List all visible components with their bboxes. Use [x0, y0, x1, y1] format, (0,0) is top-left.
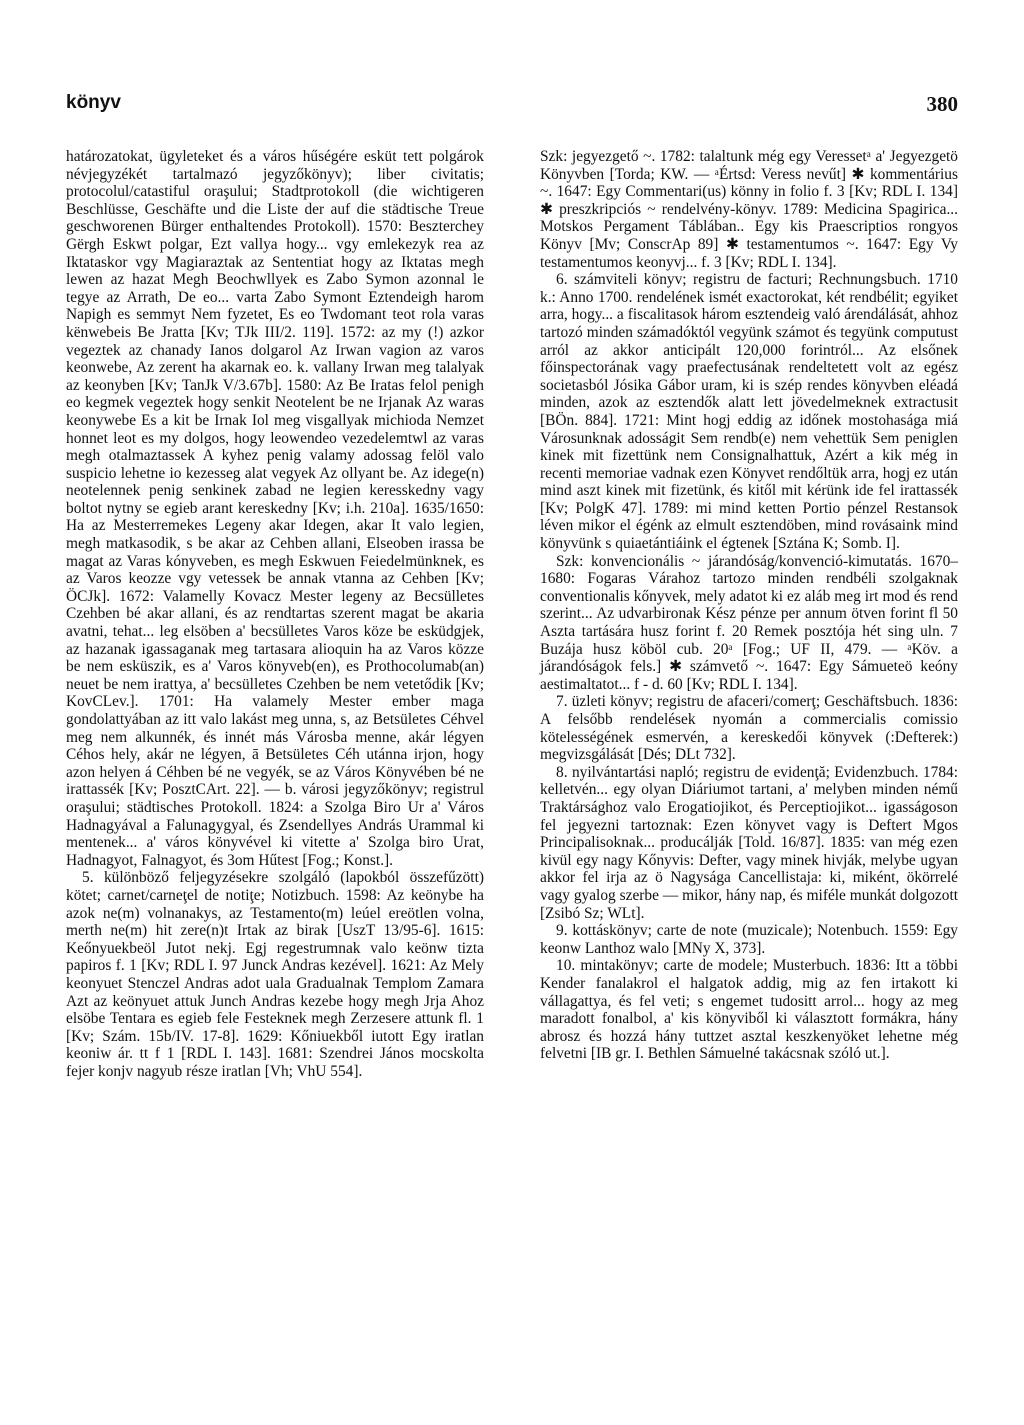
paragraph-right-7: 10. mintakönyv; carte de modele; Musterbuch. 1836: Itt a többi Kender fanalakrol el halgatok addig, mig az fen irtakott ki vállagattya, és fel veti; s engemet tudositt arrol... hogy az meg maradott fonalbol, a' kis könyviből ki választott formákra, hány abrosz és hozzá hány tuttzet asztal keszkenyöket lehetne még felvetni [IB gr. I. Bethlen Sámuelné takácsnak szóló ut.]. — [540, 957, 958, 1063]
page-number: 380 — [926, 92, 958, 116]
paragraph-right-2: 6. számviteli könyv; registru de facturi; Rechnungsbuch. 1710 k.: Anno 1700. rendelének ismét exactorokat, két rendbélit; egyiket arra, hogy... a fiscalitasok három esztendeig való árendálását, ahhoz tartozó minden számadóktól vegyünk számot és tegyünk computust arról az akkor anticipált 120,000 forintról... Az elsőnek főinspectorának vagy praefectusának rendeltetett volt az egész societasból Jósika Gábor uram, ki is szép rendes könyvben eléadá minden, azok az esztendők alatt lett jövedelmeknek extractusit [BÖn. 884]. 1721: Mint hogj eddig az időnek mostohasága miá Városunknak adosságit Sem rendb(e) nem vehettük Sem peniglen kinek mit fizettünk nem Consignalhattuk, Azért a kik még in recenti memoriae vadnak ezen Könyvet rendőltük arra, hogj ez után mind aszt kinek mit fizetünk, és kitől mit kérünk ide fel irattassék [Kv; PolgK 47]. 1789: mi mind ketten Portio pénzel Restansok léven mikor el égénk az elmult esztendöben, mind rovásaink mind könyvünk s quiaetántiáink el égtenek [Sztána K; Somb. I]. — [540, 271, 958, 553]
left-column — [66, 148, 484, 1080]
paragraph-right-6: 9. kottáskönyv; carte de note (muzicale); Notenbuch. 1559: Egy keonw Lanthoz walo [MNy X, 373]. — [540, 922, 958, 957]
page-header — [66, 92, 958, 126]
right-column — [540, 148, 958, 1063]
paragraph-right-3: Szk: konvencionális ~ járandóság/konvenció-kimutatás. 1670–1680: Fogaras Várahoz tartozo minden rendbéli szolgaknak conventionalis kőnyvek, mely adatot ki ez aláb meg irt mod és rend szerint... Az udvarbironak Kész pénze per annum ötven forint fl 50 Aszta tartására husz forint f. 20 Remek posztója hét sing uln. 7 Buzája husz köböl cub. 20ᵃ [Fog.; UF II, 479. — ᵃKöv. a járandóságok fels.] ✱ számvető ~. 1647: Egy Sámueteö keóny aestimaltatot... f - d. 60 [Kv; RDL I. 134]. — [540, 552, 958, 693]
paragraph-left-1: határozatokat, ügyleteket és a város hűségére esküt tett polgárok névjegyzékét tartalmazó jegyzőkönyv); liber civitatis; protocolul/catastiful oraşului; Stadtprotokoll (die wichtigeren Beschlüsse, Geschäfte und die Liste der auf die städtische Treue geschworenen Bürger enthaltendes Protokoll). 1570: Beszterchey Gërgh Eskwt polgar, Ezt vallya hogy... vgy emlekezyk rea az Iktataskor vgy Magiaraztak az Sententiat hogy az Iktatas megh lewen az hazat Megh Beochwllyek es Zabo Symon azonnal le tegye az Arrath, De eo... varta Zabo Symont Eztendeigh harom Napigh es semmyt Nem fyzetet, Es eo Twdomant teot rola varas kënwebeis Be Jratta [Kv; TJk III/2. 119]. 1572: az my (!) azkor vegeztek az chanady Ianos dolgarol Az Irwan vagion az varos keonwebe, Az zerent ha akarnak eo. k. vallany Irwan meg talalyak az keonyben [Kv; TanJk V/3.67b]. 1580: Az Be Iratas felol penigh eo kegmek vegeztek hogy senkit Neotelent be ne Irjanak Az waras keonywebe Es a kit be Irnak Iol meg visgallyak michioda Nemzet honnet leot es my dolgos, hogy leowendeo vezedelemtwl az varas megh otalmaztassek A kyhez penig valamy adossag felöl valo suspicio lehetne io kezesseg alat vegyek Az ollyant be. Az idege(n) neotelennek penig senkinek zabad ne legien keresskedny vagy boltot nytny se egieb arant kereskedny [Kv; i.h. 210a]. 1635/1650: Ha az Mesterremekes Legeny akar Idegen, akar It valo legien, megh matkasodik, s be akar az Cehben allani, Elseoben irassa be magat az Varas kónyveben, es megh Eskwuen Feiedelmünknek, es az Varos keozze vgy vetessek be annak vtanna az Cehben [Kv; ÖCJk]. 1672: Valamelly Kovacz Mester legeny az Becsülletes Czehben bé akar allani, és az rendtartas szerent magat be akaria avatni, tehat... leg elsöben a' becsülletes Varos köze be esküdgjek, az hazanak igassaganak meg tartasara alioquin ha az Varos közze be nem esküszik, es a' Varos könyveb(en), es Prothocolumab(an) neuet be nem irattya, a' becsülletes Czehben be nem vetetődik [Kv; KovCLev.]. 1701: Ha valamely Mester ember maga gondolattyában az itt valo lakást meg unna, s, az Betsületes Céhvel meg nem alkunnék, és innét más Városba menne, akár légyen Céhos hely, akár ne légyen, ā Betsületes Céh utánna irjon, hogy azon helyen á Céhben bé ne vegyék, se az Város Könyvében bé ne irattassék [Kv; PosztCArt. 22]. — b. városi jegyzőkönyv; registrul oraşului; städtisches Protokoll. 1824: a Szolga Biro Ur a' Város Hadnagyával a Falunagygyal, és Zsendellyes András Urammal ki mentenek... a' város könyvével ki vitette a' Szolga biro Urat, Hadnagyot, Falnagyot, és 3om Hűtest [Fog.; Konst.]. — [66, 148, 484, 869]
paragraph-left-2: 5. különböző feljegyzésekre szolgáló (lapokból összefűzött) kötet; carnet/carneţel de notiţe; Notizbuch. 1598: Az keönybe ha azok ne(m) volnanakys, az Testamento(m) leúel ereötlen volna, merth ne(m) hit zere(n)t Irtak az birak [UszT 13/95-6]. 1615: Keőnyuekbeöl Jutot nekj. Egj regestrumnak valo keönw tizta papiros f. 1 [Kv; RDL I. 97 Junck Andras kezével]. 1621: Az Mely keonyuet Stenczel Andras adot uala Gradualnak Templom Zamara Azt az keönyuet attuk Junch Andras kezebe hogy megh Jrja Ahoz elsöbe Tentara es egieb fele Festeknek megh Zerzesere attunk fl. 1 [Kv; Szám. 15b/IV. 17-8]. 1629: Kőniuekből iutott Egy iratlan keoniw ár. tt f 1 [RDL I. 143]. 1681: Szendrei János mocskolta fejer konjv nagyub része iratlan [Vh; VhU 554]. — [66, 869, 484, 1080]
running-headword: könyv — [66, 92, 121, 113]
paragraph-right-4: 7. üzleti könyv; registru de afaceri/comerţ; Geschäftsbuch. 1836: A felsőbb rendelések nyomán a commercialis comissio kötelességének esmervén, a kereskedői könyvek (:Defterek:) megvizsgálását [Dés; DLt 732]. — [540, 693, 958, 764]
paragraph-right-5: 8. nyilvántartási napló; registru de evidenţă; Evidenzbuch. 1784: kelletvén... egy olyan Diáriumot tartani, a' melyben minden némű Traktársághoz valo Erogatiojikot, és Perceptiojikot... igasságoson fel jegyezni tartoznak: Ezen könyvet vagy is Deftert Mgos Principalisoknak... producálják [Told. 16/87]. 1835: van még ezen kivül egy nagy Kőnyvis: Defter, vagy minek hivják, melybe ugyan akkor fel irja az ö Nagysága Cancellistaja: ki, miként, ökörrelé vagy gyalog szerbe — mikor, hány nap, és miféle munkát dolgozott [Zsibó Sz; WLt]. — [540, 763, 958, 922]
paragraph-right-1: Szk: jegyezgető ~. 1782: talaltunk még egy Veressetᵃ a' Jegyezgetö Könyvben [Torda; KW. — ᵃÉrtsd: Veress nevűt] ✱ kommentárius ~. 1647: Egy Commentari(us) könny in folio f. 3 [Kv; RDL I. 134] ✱ preszkripciós ~ rendelvény-könyv. 1789: Medicina Spagirica... Motskos Pergament Táblában.. Egy kis Praescriptios rongyos Könyv [Mv; ConscrAp 89] ✱ testamentumos ~. 1647: Egy Vy testamentumos keonyvj... f. 3 [Kv; RDL I. 134]. — [540, 148, 958, 271]
